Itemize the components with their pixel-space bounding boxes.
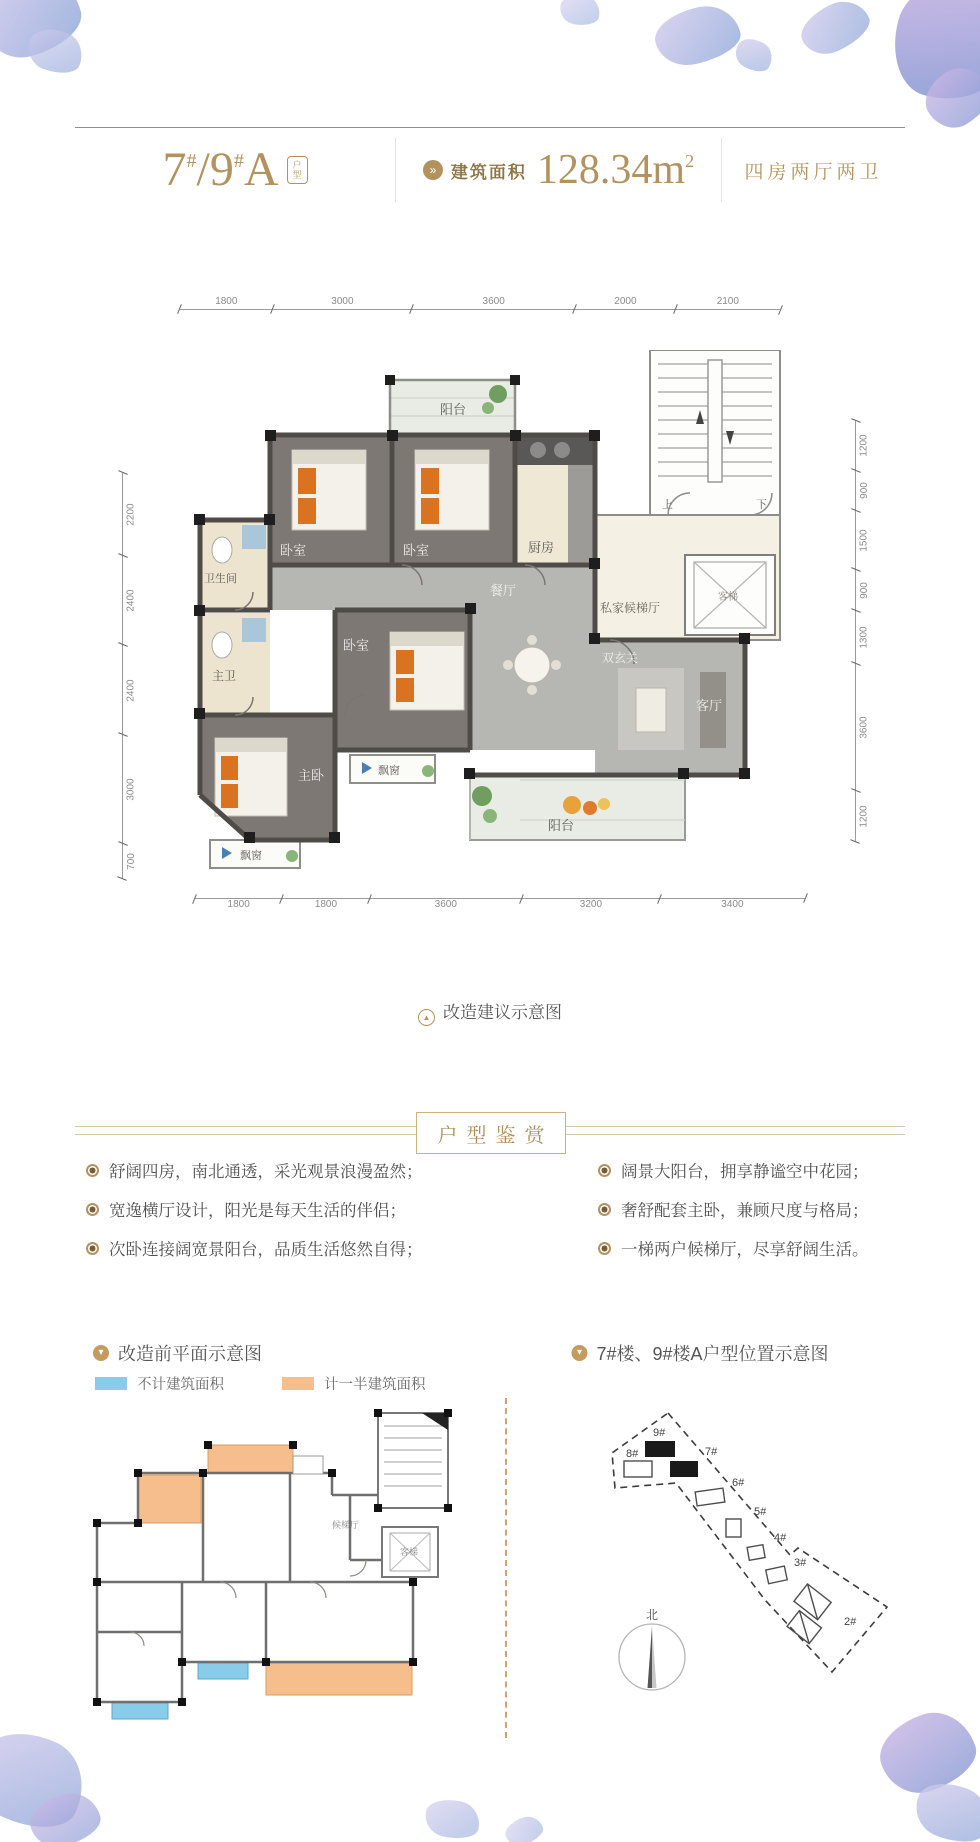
building-8: [624, 1461, 652, 1477]
bed-icon: [390, 632, 464, 710]
petal-decoration: [916, 57, 980, 137]
dim-label: 3000: [331, 296, 354, 307]
bullet-item: 阔景大阳台，拥享静谧空中花园；: [598, 1158, 938, 1182]
north-compass-icon: [619, 1608, 685, 1690]
legend: [95, 1373, 426, 1394]
building-2: [779, 1584, 837, 1644]
dim-label: 700: [125, 852, 137, 870]
building-5: [726, 1519, 741, 1537]
bullet-icon: [598, 1242, 611, 1255]
bed-icon: [415, 450, 489, 530]
room-label-kitchen: 厨房: [528, 540, 555, 555]
stairs-up-label: 上: [662, 499, 673, 511]
title-rule-left: [75, 1134, 416, 1135]
legend-swatch-blue: [95, 1377, 127, 1390]
petal-decoration: [502, 1812, 547, 1842]
elevator-label: 客梯: [400, 1547, 419, 1557]
unit-name: [75, 138, 395, 202]
lobby-label: 候梯厅: [332, 1520, 360, 1530]
room-label-balcony-bottom: 阳台: [548, 818, 575, 833]
room-label-master-bath: 主卫: [212, 669, 237, 683]
dims-left: [122, 473, 139, 878]
building-label: 9#: [653, 1427, 666, 1439]
bullet-item: 舒阔四房，南北通透，采光观景浪漫盈然；: [86, 1158, 526, 1182]
bullet-item: 宽逸横厅设计，阳光是每天生活的伴侣；: [86, 1197, 526, 1221]
unit-number: 7#/9#A: [162, 143, 279, 196]
area-value: $128.34m^2$: [536, 147, 695, 193]
dim-label: 1200: [858, 804, 870, 828]
room-label-bedroom-c: 卧室: [343, 638, 370, 653]
building-label: 7#: [705, 1446, 718, 1458]
header: [75, 138, 905, 202]
room-label-double-foyer: 双玄关: [602, 651, 639, 665]
dim-label: 2400: [125, 679, 137, 702]
petal-decoration: [25, 1787, 106, 1842]
bullet-icon: [598, 1164, 611, 1177]
bullet-icon: [598, 1203, 611, 1216]
huxing-seal-icon: 户型: [287, 156, 308, 184]
appreciation-right: [598, 1158, 938, 1260]
bullet-icon: [86, 1242, 99, 1255]
building-label: 3#: [794, 1557, 807, 1569]
dim-label: 2200: [125, 503, 137, 526]
layout-spec: 四房两厅两卫: [744, 161, 883, 183]
dim-label: 2400: [125, 589, 137, 612]
building-label: 8#: [626, 1448, 639, 1460]
north-label: 北: [646, 1608, 659, 1622]
room-label-dining: 餐厅: [490, 583, 517, 598]
petal-decoration: [0, 0, 89, 67]
top-divider-line: [75, 127, 905, 128]
dim-label: 1800: [227, 899, 250, 910]
dim-label: 3400: [721, 899, 744, 910]
dim-label: 900: [858, 482, 870, 500]
bullet-icon: [86, 1203, 99, 1216]
room-label-bay-window-2: 飘窗: [240, 850, 262, 862]
dim-label: 3200: [579, 899, 603, 910]
petal-decoration: [650, 0, 745, 71]
dim-label: 900: [858, 582, 870, 599]
petal-decoration: [907, 1773, 980, 1842]
title-rule-left: [75, 1126, 416, 1127]
title-rule-right: [564, 1126, 905, 1127]
petal-decoration: [22, 22, 88, 80]
before-plan-svg: [70, 1400, 470, 1760]
bullet-item: 次卧连接阔宽景阳台，品质生活悠然自得；: [86, 1236, 526, 1260]
building-label: 4#: [774, 1532, 787, 1544]
floorplan-svg: [140, 350, 800, 890]
arrow-badge-icon: »: [423, 160, 443, 180]
dim-label: 1800: [314, 899, 338, 910]
dim-label: 3600: [482, 296, 505, 307]
building-6: [695, 1488, 725, 1506]
building-label: 6#: [732, 1477, 745, 1489]
dim-label: 2100: [716, 296, 739, 307]
appreciation-left: [86, 1158, 526, 1260]
dim-label: 1500: [858, 529, 870, 552]
location-map-svg: [540, 1395, 940, 1745]
petal-decoration: [422, 1795, 484, 1842]
dim-label: 3600: [434, 899, 457, 910]
room-label-bathroom: 卫生间: [204, 573, 237, 585]
area-cell: [395, 138, 722, 202]
room-label-bedroom-b: 卧室: [403, 543, 430, 558]
dims-top: [180, 293, 780, 310]
before-plan-title: ▾ 改造前平面示意图: [93, 1340, 262, 1366]
dims-right: [855, 421, 872, 841]
dim-label: 2000: [614, 296, 637, 307]
title-rule-right: [564, 1134, 905, 1135]
room-label-private-lobby: 私家候梯厅: [600, 601, 661, 615]
legend-swatch-orange: [282, 1377, 314, 1390]
room-label-bay-window-1: 飘窗: [378, 765, 400, 777]
bed-icon: [215, 738, 287, 816]
bed-icon: [292, 450, 366, 530]
panel-separator: [505, 1398, 507, 1738]
building-3: [766, 1566, 787, 1584]
room-label-master-bedroom: 主卧: [298, 768, 325, 783]
bullet-item: 奢舒配套主卧，兼顾尺度与格局；: [598, 1197, 938, 1221]
building-4: [747, 1545, 765, 1561]
building-label: 2#: [844, 1616, 857, 1628]
building-7: [670, 1461, 698, 1477]
room-label-elevator: 客梯: [718, 592, 738, 603]
legend-label: 计一半建筑面积: [324, 1377, 426, 1393]
dim-label: 1200: [858, 434, 870, 458]
dim-label: 1300: [858, 626, 870, 649]
floorplan-caption: ▲ 改造建议示意图: [0, 998, 980, 1026]
area-label: 建筑面积: [450, 162, 527, 182]
gold-badge-icon: ▾: [93, 1345, 109, 1361]
building-label: 5#: [754, 1506, 767, 1518]
dim-label: 3000: [125, 778, 137, 801]
dims-bottom: [195, 898, 805, 915]
section-title: 户型鉴赏: [416, 1112, 566, 1154]
location-map-title: ▾ 7#楼、9#楼A户型位置示意图: [571, 1340, 828, 1366]
room-label-living: 客厅: [696, 698, 723, 713]
dim-label: 3600: [858, 716, 870, 739]
bullet-item: 一梯两户候梯厅，尽享舒阔生活。: [598, 1236, 938, 1260]
room-label-bedroom-a: 卧室: [280, 543, 307, 558]
petal-decoration: [558, 0, 603, 28]
stairs-down-label: 下: [756, 499, 767, 511]
petal-decoration: [794, 0, 876, 63]
spec-cell: [722, 138, 905, 202]
gold-badge-icon: ▾: [571, 1345, 587, 1361]
dim-label: 1800: [215, 296, 238, 307]
room-label-balcony-top: 阳台: [440, 402, 467, 417]
petal-decoration: [730, 33, 778, 78]
legend-label: 不计建筑面积: [137, 1377, 224, 1393]
triangle-badge-icon: ▲: [418, 1009, 435, 1026]
building-9: [645, 1441, 675, 1457]
bullet-icon: [86, 1164, 99, 1177]
petal-decoration: [881, 0, 980, 112]
